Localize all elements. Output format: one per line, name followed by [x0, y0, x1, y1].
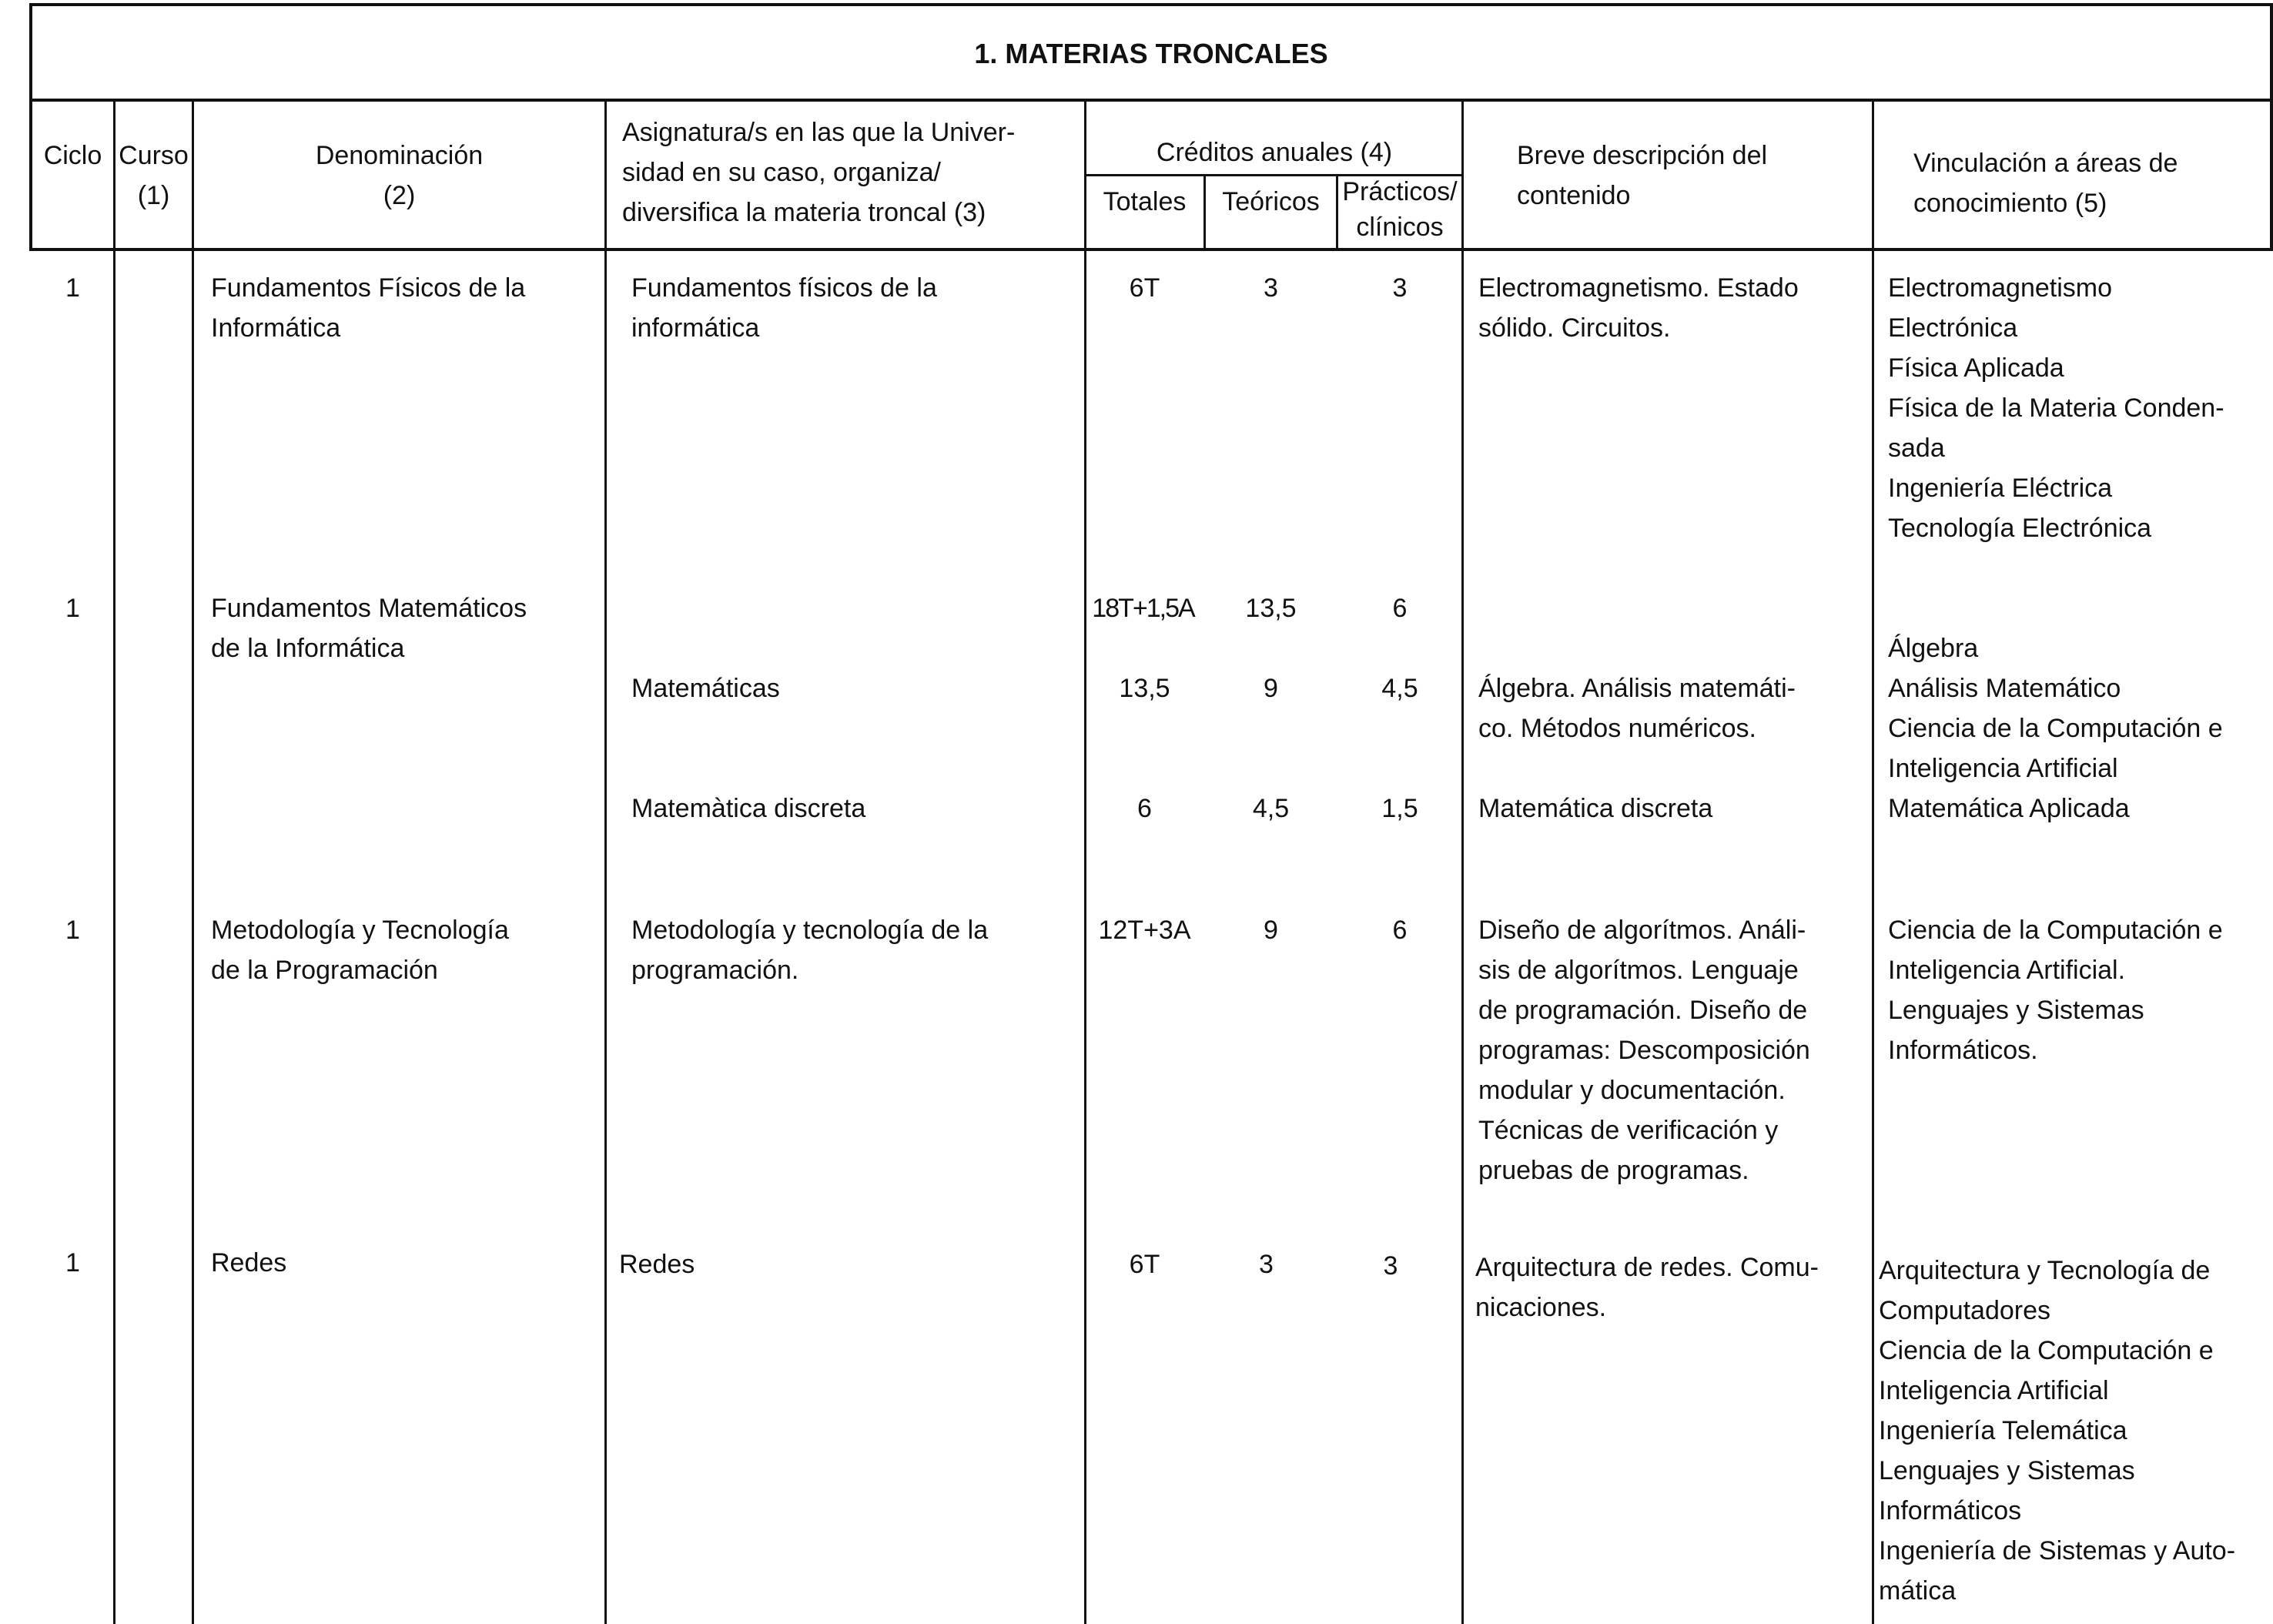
header-descripcion-line: contenido — [1517, 181, 1631, 210]
row1-area: Electromagnetismo — [1888, 273, 2113, 303]
row3-denominacion-line: de la Programación — [211, 956, 438, 985]
row4-asignatura: Redes — [619, 1250, 695, 1279]
row2-denominacion-line: de la Informática — [211, 634, 405, 663]
row2-sub1-practicos: 4,5 — [1381, 674, 1418, 703]
row3-descripcion-line: Técnicas de verificación y — [1478, 1116, 1779, 1145]
body-sep-denom — [604, 249, 607, 1624]
title-divider — [29, 99, 2273, 102]
header-ciclo: Ciclo — [43, 141, 102, 170]
row2-area: Inteligencia Artificial — [1888, 754, 2118, 783]
row1-asignatura-line: Fundamentos físicos de la — [631, 273, 937, 303]
row3-area: Informáticos. — [1888, 1036, 2038, 1065]
row4-descripcion-line: nicaciones. — [1475, 1293, 1607, 1322]
row3-area: Inteligencia Artificial. — [1888, 956, 2126, 985]
row2-sub1-descripcion — [1478, 668, 1860, 748]
row1-asignatura — [631, 268, 1063, 348]
row2-area: Matemática Aplicada — [1888, 794, 2130, 823]
row2-sub1-teoricos: 9 — [1264, 674, 1278, 703]
row3-descripcion-line: Diseño de algorítmos. Análi- — [1478, 916, 1806, 945]
row2-teoricos: 13,5 — [1245, 594, 1297, 623]
row4-descripcion — [1475, 1247, 1860, 1328]
row1-denominacion-line: Informática — [211, 313, 341, 343]
row4-totales: 6T — [1129, 1250, 1160, 1279]
row2-sub2-practicos: 1,5 — [1381, 794, 1418, 823]
row1-area: Física de la Materia Conden- — [1888, 393, 2224, 423]
row2-area: Álgebra — [1888, 634, 1979, 663]
row3-denominacion — [211, 910, 596, 990]
row2-totales: 18T+1,5A — [1092, 594, 1194, 623]
header-asignatura-line: diversifica la materia troncal (3) — [622, 198, 986, 227]
row4-ciclo: 1 — [65, 1248, 80, 1277]
col-sep-4 — [1084, 99, 1086, 249]
row4-areas — [1879, 1251, 2264, 1611]
header-asignatura-line: Asignatura/s en las que la Univer- — [622, 118, 1016, 147]
header-creditos: Créditos anuales (4) — [1156, 138, 1393, 167]
row2-sub1-asignatura: Matemáticas — [631, 674, 780, 703]
header-vinculacion-line: conocimiento (5) — [1913, 189, 2107, 218]
row3-area: Ciencia de la Computación e — [1888, 916, 2223, 945]
row4-denominacion: Redes — [211, 1248, 287, 1277]
row4-area: Inteligencia Artificial — [1879, 1376, 2109, 1405]
row1-descripcion-line: sólido. Circuitos. — [1478, 313, 1671, 343]
row4-area: Lenguajes y Sistemas — [1879, 1456, 2135, 1485]
header-practicos — [1338, 174, 1461, 245]
row2-sub2-asignatura: Matemàtica discreta — [631, 794, 866, 823]
row1-practicos: 3 — [1392, 273, 1408, 303]
header-teoricos: Teóricos — [1222, 187, 1320, 216]
row2-ciclo: 1 — [65, 594, 80, 623]
header-curso-line: (1) — [137, 181, 170, 210]
row3-descripcion-line: pruebas de programas. — [1478, 1156, 1749, 1185]
row1-area: sada — [1888, 434, 1945, 463]
row1-area: Física Aplicada — [1888, 353, 2064, 383]
header-asignatura-line: sidad en su caso, organiza/ — [622, 158, 941, 187]
body-sep-practicos — [1461, 249, 1464, 1624]
header-vinculacion — [1913, 143, 2252, 223]
row1-teoricos: 3 — [1264, 273, 1278, 303]
row4-practicos: 3 — [1383, 1251, 1398, 1281]
row3-descripcion-line: de programación. Diseño de — [1478, 996, 1808, 1025]
header-denominacion-line: (2) — [383, 181, 416, 210]
header-divider — [29, 248, 2273, 251]
header-asignatura — [622, 112, 1046, 233]
row1-descripcion — [1478, 268, 1860, 348]
col-sep-8 — [1872, 99, 1874, 249]
row1-areas — [1888, 268, 2265, 548]
row4-area: mática — [1879, 1576, 1957, 1606]
row1-ciclo: 1 — [65, 273, 80, 303]
row3-totales: 12T+3A — [1098, 916, 1191, 945]
row4-area: Informáticos — [1879, 1496, 2022, 1525]
row2-sub2-descripcion: Matemática discreta — [1478, 794, 1713, 823]
header-descripcion-line: Breve descripción del — [1517, 141, 1768, 170]
row3-asignatura-line: programación. — [631, 956, 799, 985]
row1-area: Ingeniería Eléctrica — [1888, 474, 2113, 503]
row2-sub2-teoricos: 4,5 — [1252, 794, 1290, 823]
row3-denominacion-line: Metodología y Tecnología — [211, 916, 509, 945]
row3-descripcion-line: sis de algorítmos. Lenguaje — [1478, 956, 1799, 985]
row1-denominacion-line: Fundamentos Físicos de la — [211, 273, 526, 303]
row3-asignatura-line: Metodología y tecnología de la — [631, 916, 989, 945]
row2-area: Ciencia de la Computación e — [1888, 714, 2223, 743]
body-sep-desc — [1872, 249, 1874, 1624]
col-sep-3 — [604, 99, 607, 249]
row4-area: Ciencia de la Computación e — [1879, 1336, 2214, 1365]
body-sep-ciclo — [113, 249, 115, 1624]
row3-descripcion-line: programas: Descomposición — [1478, 1036, 1810, 1065]
row1-area: Tecnología Electrónica — [1888, 514, 2152, 543]
row3-area: Lenguajes y Sistemas — [1888, 996, 2144, 1025]
row2-sub1-descripcion-line: Álgebra. Análisis matemáti- — [1478, 674, 1796, 703]
row3-asignatura — [631, 910, 1069, 990]
row4-descripcion-line: Arquitectura de redes. Comu- — [1475, 1253, 1819, 1282]
row3-descripcion — [1478, 910, 1860, 1190]
row4-area: Ingeniería Telemática — [1879, 1416, 2127, 1445]
row1-totales: 6T — [1129, 273, 1160, 303]
row4-area: Ingeniería de Sistemas y Auto- — [1879, 1536, 2236, 1565]
row3-teoricos: 9 — [1264, 916, 1278, 945]
body-sep-curso — [192, 249, 194, 1624]
col-sep-7 — [1461, 99, 1464, 249]
row3-descripcion-line: modular y documentación. — [1478, 1076, 1786, 1105]
row1-asignatura-line: informática — [631, 313, 760, 343]
header-descripcion — [1517, 136, 1856, 216]
header-totales: Totales — [1103, 187, 1187, 216]
row2-sub1-totales: 13,5 — [1119, 674, 1170, 703]
header-denominacion — [194, 136, 604, 216]
row2-denominacion — [211, 588, 596, 668]
row2-area: Análisis Matemático — [1888, 674, 2121, 703]
row2-sub2-totales: 6 — [1137, 794, 1152, 823]
header-curso-line: Curso — [119, 141, 189, 170]
row2-areas — [1888, 628, 2265, 829]
row2-sub1-descripcion-line: co. Métodos numéricos. — [1478, 714, 1756, 743]
header-practicos-line: clínicos — [1356, 213, 1444, 242]
table-title: 1. MATERIAS TRONCALES — [974, 38, 1328, 69]
row4-teoricos: 3 — [1259, 1250, 1274, 1279]
row1-descripcion-line: Electromagnetismo. Estado — [1478, 273, 1799, 303]
row1-denominacion — [211, 268, 596, 348]
row3-ciclo: 1 — [65, 916, 80, 945]
row4-area: Arquitectura y Tecnología de — [1879, 1256, 2211, 1285]
header-practicos-line: Prácticos/ — [1342, 177, 1458, 206]
row2-denominacion-line: Fundamentos Matemáticos — [211, 594, 527, 623]
row4-area: Computadores — [1879, 1296, 2051, 1325]
header-curso — [115, 136, 192, 216]
table-border-top — [29, 3, 2273, 6]
row3-practicos: 6 — [1392, 916, 1408, 945]
table-border-right — [2270, 3, 2273, 249]
header-vinculacion-line: Vinculación a áreas de — [1913, 149, 2178, 178]
row1-area: Electrónica — [1888, 313, 2018, 343]
row2-practicos: 6 — [1392, 594, 1408, 623]
row3-areas — [1888, 910, 2265, 1070]
header-denominacion-line: Denominación — [315, 141, 484, 170]
